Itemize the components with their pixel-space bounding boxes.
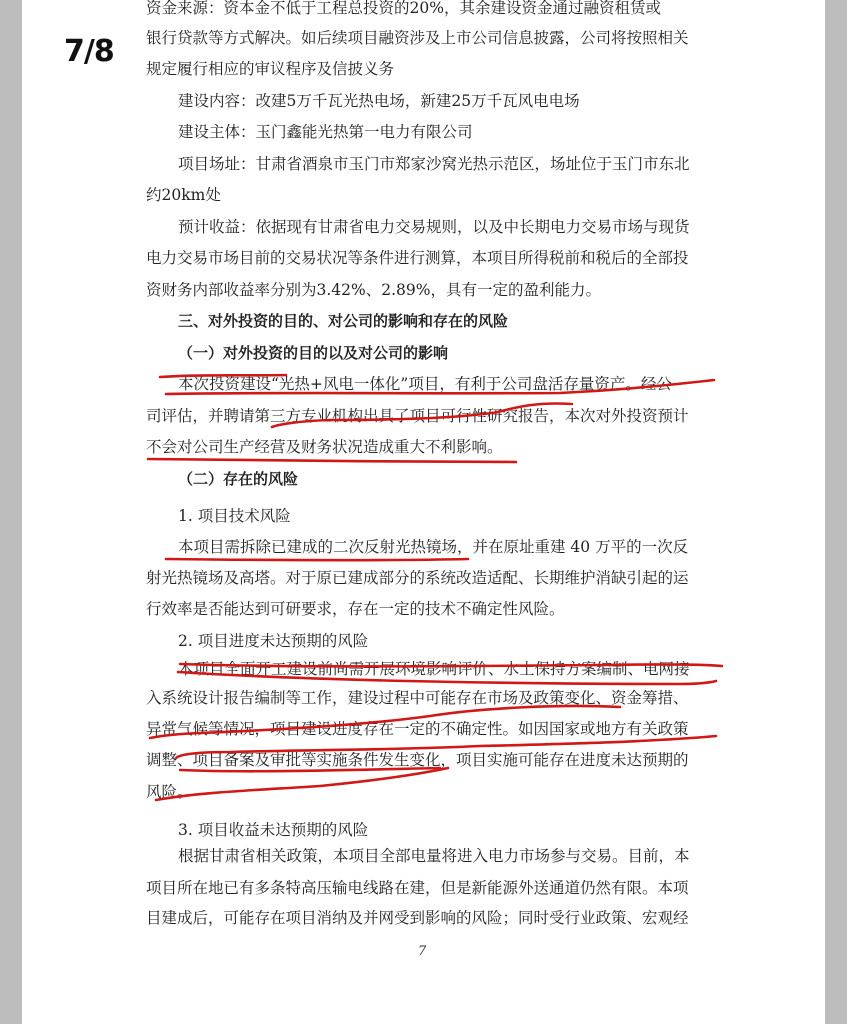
text-line: 资金来源：资本金不低于工程总投资的20%，其余建设资金通过融资租赁或 (146, 0, 661, 17)
list-item-heading: 2. 项目进度未达预期的风险 (178, 632, 369, 650)
text-line: 异常气候等情况，项目建设进度存在一定的不确定性。如因国家或地方有关政策 (146, 720, 689, 738)
text-line: 规定履行相应的审议程序及信披义务 (146, 60, 395, 78)
text-line: 目建成后，可能存在项目消纳及并网受到影响的风险；同时受行业政策、宏观经 (146, 909, 689, 927)
text-line: 建设主体：玉门鑫能光热第一电力有限公司 (178, 123, 473, 141)
text-line: 项目场址：甘肃省酒泉市玉门市郑家沙窝光热示范区，场址位于玉门市东北 (178, 155, 690, 173)
section-heading: 三、对外投资的目的、对公司的影响和存在的风险 (178, 312, 509, 330)
text-line: 司评估，并聘请第三方专业机构出具了项目可行性研究报告，本次对外投资预计 (146, 407, 689, 425)
text-line: 入系统设计报告编制等工作，建设过程中可能存在市场及政策变化、资金筹措、 (146, 689, 689, 707)
text-line: 风险。 (146, 783, 193, 801)
text-line: 项目所在地已有多条特高压输电线路在建，但是新能源外送通道仍然有限。本项 (146, 879, 689, 897)
text-line: 资财务内部收益率分别为3.42%、2.89%，具有一定的盈利能力。 (146, 281, 601, 299)
page-number: 7 (418, 944, 427, 959)
text-line: 射光热镜场及高塔。对于原已建成部分的系统改造适配、长期维护消缺引起的运 (146, 569, 689, 587)
text-line: 约20km处 (146, 186, 221, 204)
text-line: 不会对公司生产经营及财务状况造成重大不利影响。 (146, 438, 503, 456)
text-line: 本次投资建设“光热+风电一体化”项目，有利于公司盘活存量资产。经公 (178, 375, 672, 393)
list-item-heading: 3. 项目收益未达预期的风险 (178, 821, 369, 839)
list-item-heading: 1. 项目技术风险 (178, 507, 291, 525)
text-line: 根据甘肃省相关政策，本项目全部电量将进入电力市场参与交易。目前，本 (178, 847, 690, 865)
text-line: 本项目全面开工建设前尚需开展环境影响评价、水土保持方案编制、电网接 (178, 660, 690, 678)
text-line: 调整、项目备案及审批等实施条件发生变化，项目实施可能存在进度未达预期的 (146, 751, 689, 769)
subsection-heading: （一）对外投资的目的以及对公司的影响 (178, 344, 449, 362)
text-line: 本项目需拆除已建成的二次反射光热镜场，并在原址重建 40 万平的一次反 (178, 538, 689, 556)
subsection-heading: （二）存在的风险 (178, 470, 299, 488)
text-line: 行效率是否能达到可研要求，存在一定的技术不确定性风险。 (146, 600, 565, 618)
text-line: 预计收益：依据现有甘肃省电力交易规则，以及中长期电力交易市场与现货 (178, 218, 690, 236)
text-line: 建设内容：改建5万千瓦光热电场，新建25万千瓦风电电场 (178, 92, 580, 110)
page-counter: 7/8 (64, 34, 114, 69)
text-line: 电力交易市场目前的交易状况等条件进行测算，本项目所得税前和税后的全部投 (146, 249, 689, 267)
text-line: 银行贷款等方式解决。如后续项目融资涉及上市公司信息披露，公司将按照相关 (146, 29, 689, 47)
